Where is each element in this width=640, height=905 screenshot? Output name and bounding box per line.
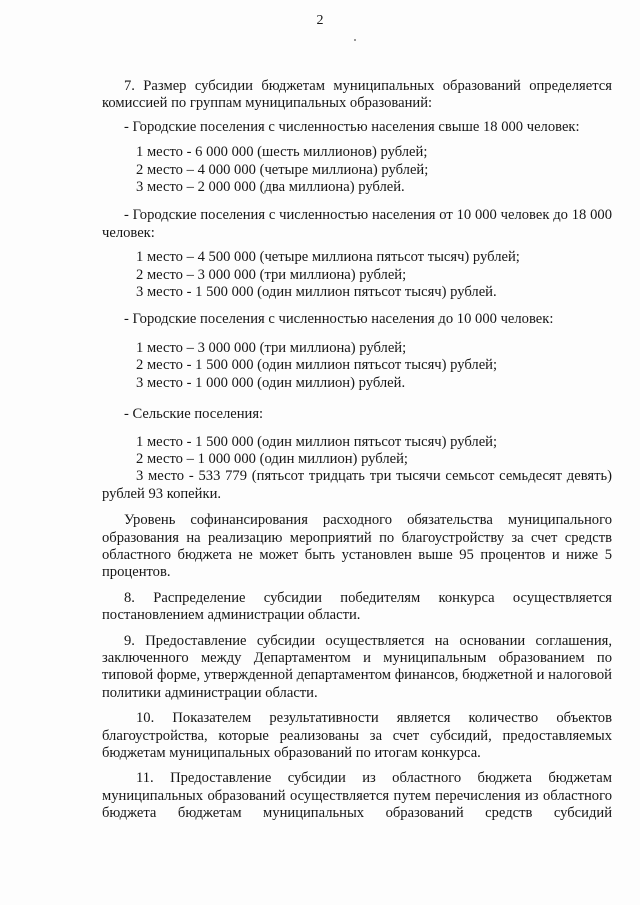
paragraph-10: 10. Показателем результативности является количество объектов благоустройства, которые реализованы за счет субсидий, предоставляемых бюджетам муниципальных образований по итогам конкурса.	[102, 710, 612, 761]
page-number: 2	[316, 13, 324, 28]
paragraph-7: 7. Размер субсидии бюджетам муниципальных образований определяется комиссией по группам муниципальных образований:	[102, 78, 612, 112]
scan-speck	[354, 39, 356, 41]
group-2-place-2: 2 место – 3 000 000 (три миллиона) рублей;	[136, 266, 407, 283]
group-4-title: - Сельские поселения:	[124, 406, 264, 423]
group-1-title: - Городские поселения с численностью населения свыше 18 000 человек:	[124, 118, 580, 135]
group-2-title: - Городские поселения с численностью населения от 10 000 человек до 18 000 человек:	[102, 207, 612, 241]
group-4-place-2: 2 место – 1 000 000 (один миллион) рублей;	[136, 450, 408, 467]
paragraph-11: 11. Предоставление субсидии из областного бюджета бюджетам муниципальных образований осуществляется путем перечисления из областного бюджета бюджетам муниципальных образований средств субсидий	[102, 770, 612, 822]
group-3-place-3: 3 место - 1 000 000 (один миллион) рублей.	[136, 374, 406, 391]
group-4-place-1: 1 место - 1 500 000 (один миллион пятьсот тысяч) рублей;	[136, 433, 498, 450]
group-3-title: - Городские поселения с численностью населения до 10 000 человек:	[124, 311, 554, 328]
group-2-place-1: 1 место – 4 500 000 (четыре миллиона пятьсот тысяч) рублей;	[136, 249, 520, 266]
group-1-place-2: 2 место – 4 000 000 (четыре миллиона) рублей;	[136, 161, 429, 178]
group-4-place-3: 3 место - 533 779 (пятьсот тридцать три тысячи семьсот семьдесят девять) рублей 93 копейки.	[102, 468, 612, 502]
paragraph-8: 8. Распределение субсидии победителям конкурса осуществляется постановлением администрации области.	[102, 589, 612, 624]
group-1-place-1: 1 место - 6 000 000 (шесть миллионов) рублей;	[136, 144, 428, 161]
group-2-place-3: 3 место - 1 500 000 (один миллион пятьсот тысяч) рублей.	[136, 284, 497, 301]
group-3-place-2: 2 место - 1 500 000 (один миллион пятьсот тысяч) рублей;	[136, 357, 498, 374]
group-3-place-1: 1 место – 3 000 000 (три миллиона) рублей;	[136, 339, 407, 356]
group-1-place-3: 3 место – 2 000 000 (два миллиона) рублей.	[136, 179, 405, 196]
document-body	[102, 78, 612, 823]
paragraph-9: 9. Предоставление субсидии осуществляется на основании соглашения, заключенного между Департаментом и муниципальным образованием по типовой форме, утвержденной департаментом финансов, бюджетной и налоговой политики администрации области.	[102, 632, 612, 701]
cofinancing-paragraph: Уровень софинансирования расходного обязательства муниципального образования на реализацию мероприятий по благоустройству за счет средств областного бюджета не может быть установлен выше 95 процентов и ниже 5 процентов.	[102, 512, 612, 581]
